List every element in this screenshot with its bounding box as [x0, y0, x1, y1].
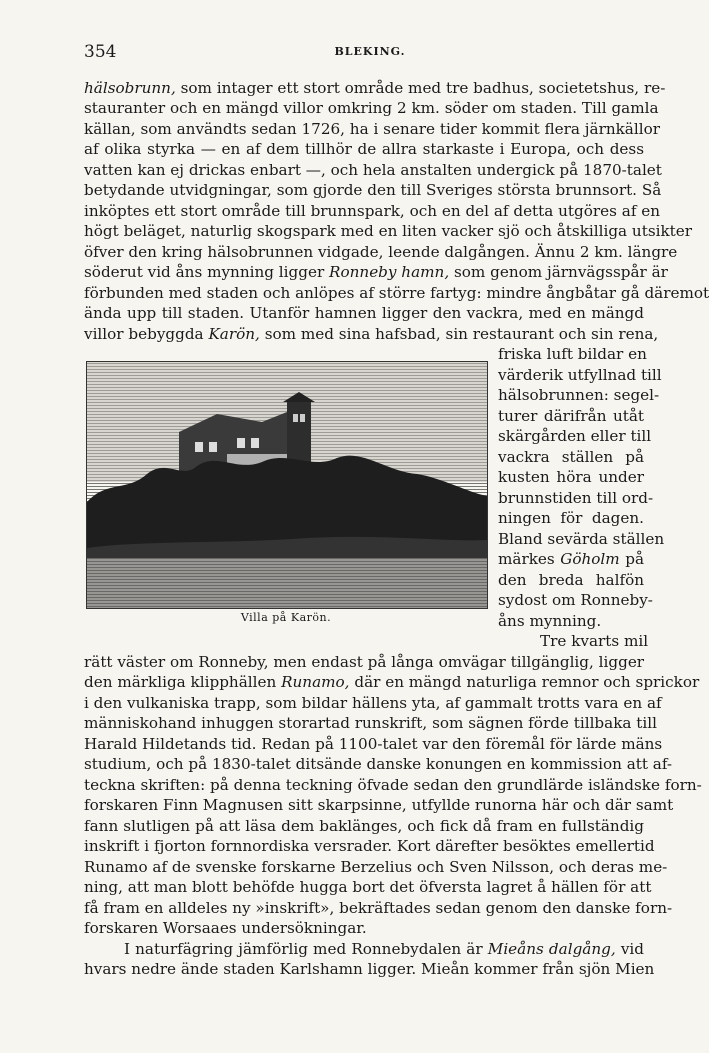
text-line: förbunden med staden och anlöpes af större fartyg: mindre ångbåtar gå däremot [84, 284, 709, 302]
text-span: som intager ett stort område med tre badhus, societetshus, re- [175, 79, 666, 97]
text-line [84, 324, 659, 344]
text-span: vid [615, 940, 644, 958]
text-line: skärgården eller till [498, 427, 652, 445]
text-line: teckna skriften: på denna teckning öfvade sedan den grundlärde isländske forn- [84, 776, 702, 794]
text-line: öfver den kring hälsobrunnen vidgade, leende dalgången. Ännu 2 km. längre [84, 243, 678, 261]
text-line: högt beläget, naturlig skogspark med en liten vacker sjö och åtskilliga utsikter [84, 222, 693, 240]
text-span: I naturfägring jämförlig med Ronnebydalen är [124, 940, 488, 958]
text-line [84, 672, 700, 692]
page-header [84, 42, 656, 66]
italic-term: Runamo, [281, 673, 350, 691]
engraving-image [87, 362, 487, 608]
text-line: Bland sevärda ställen [498, 530, 665, 548]
text-line [84, 78, 666, 98]
text-line: inskrift i fjorton fornnordiska versrader. Kort därefter besöktes emellertid [84, 837, 655, 855]
italic-term: Göholm [560, 550, 620, 568]
text-line: friska luft bildar en [498, 345, 647, 363]
text-line: ning, att man blott behöfde hugga bort det öfversta lagret å hällen för att [84, 878, 652, 896]
caption-text: Villa på Karön. [240, 611, 332, 624]
italic-term: Ronneby hamn, [329, 263, 450, 281]
text-line: studium, och på 1830-talet ditsände danske konungen en kommission att af- [84, 755, 673, 773]
text-line: sydost om Ronneby- [498, 591, 653, 609]
text-line [124, 939, 644, 959]
text-line: den breda halfön [498, 571, 644, 589]
text-line: värderik utfyllnad till [498, 366, 662, 384]
text-line: Runamo af de svenske forskarne Berzelius och Sven Nilsson, och deras me- [84, 858, 668, 876]
text-line: betydande utvidgningar, som gjorde den till Sveriges största brunnsort. Så [84, 181, 662, 199]
text-line: forskaren Finn Magnusen sitt skarpsinne, utfyllde runorna här och där samt [84, 796, 674, 814]
text-line: inköptes ett stort område till brunnspark, och en del af detta utgöres af en [84, 202, 661, 220]
text-line: kusten höra under [498, 468, 644, 486]
text-span: söderut vid åns mynning ligger [84, 263, 330, 281]
text-line: forskaren Worsaaes undersökningar. [84, 919, 367, 937]
text-span: den märkliga klipphällen [84, 673, 282, 691]
text-line: människohand inhuggen storartad runskrift, som sägnen förde tillbaka till [84, 714, 657, 732]
italic-term: Mieåns dalgång, [487, 940, 616, 958]
text-span: där en mängd naturliga remnor och sprickor [349, 673, 700, 691]
text-line: ända upp till staden. Utanför hamnen ligger den vackra, med en mängd [84, 304, 644, 322]
text-span: på [619, 550, 645, 568]
text-line: hälsobrunnen: segel- [498, 386, 660, 404]
figure-caption [86, 611, 486, 624]
text-line: brunnstiden till ord- [498, 489, 654, 507]
italic-term: Karön, [208, 325, 260, 343]
text-line: i den vulkaniska trapp, som bildar hällens yta, af gammalt trotts vara en af [84, 694, 662, 712]
text-span: villor bebyggda [84, 325, 209, 343]
text-span: som genom järnvägsspår är [449, 263, 668, 281]
text-line: af olika styrka — en af dem tillhör de allra starkaste i Europa, och dess [84, 140, 644, 158]
text-line: få fram en alldeles ny »inskrift», bekräftades sedan genom den danske forn- [84, 899, 673, 917]
text-span: som med sina hafsbad, sin restaurant och sin rena, [259, 325, 659, 343]
running-head: BLEKING. [334, 45, 406, 58]
text-line [84, 262, 668, 282]
text-line: källan, som användts sedan 1726, ha i senare tider kommit flera järnkällor [84, 120, 660, 138]
page-number: 354 [84, 42, 117, 62]
villa-illustration [86, 361, 488, 609]
text-line: fann slutligen på att läsa dem baklänges, och fick då fram en fullständig [84, 817, 644, 835]
text-line: vackra ställen på [498, 448, 644, 466]
text-span: märkes [498, 550, 561, 568]
text-line: hvars nedre ände staden Karlshamn ligger. Mieån kommer från sjön Mien [84, 960, 655, 978]
text-line: turer därifrån utåt [498, 407, 644, 425]
text-line: stauranter och en mängd villor omkring 2 km. söder om staden. Till gamla [84, 99, 659, 117]
text-line: rätt väster om Ronneby, men endast på långa omvägar tillgänglig, ligger [84, 653, 645, 671]
text-line: vatten kan ej drickas enbart —, och hela anstalten undergick på 1870-talet [84, 161, 662, 179]
text-line [498, 549, 644, 569]
text-line: åns mynning. [498, 612, 602, 630]
text-line: Tre kvarts mil [540, 632, 649, 650]
italic-term: hälsobrunn, [84, 79, 176, 97]
text-line: ningen för dagen. [498, 509, 644, 527]
text-line: Harald Hildetands tid. Redan på 1100-talet var den föremål för lärde mäns [84, 735, 663, 753]
